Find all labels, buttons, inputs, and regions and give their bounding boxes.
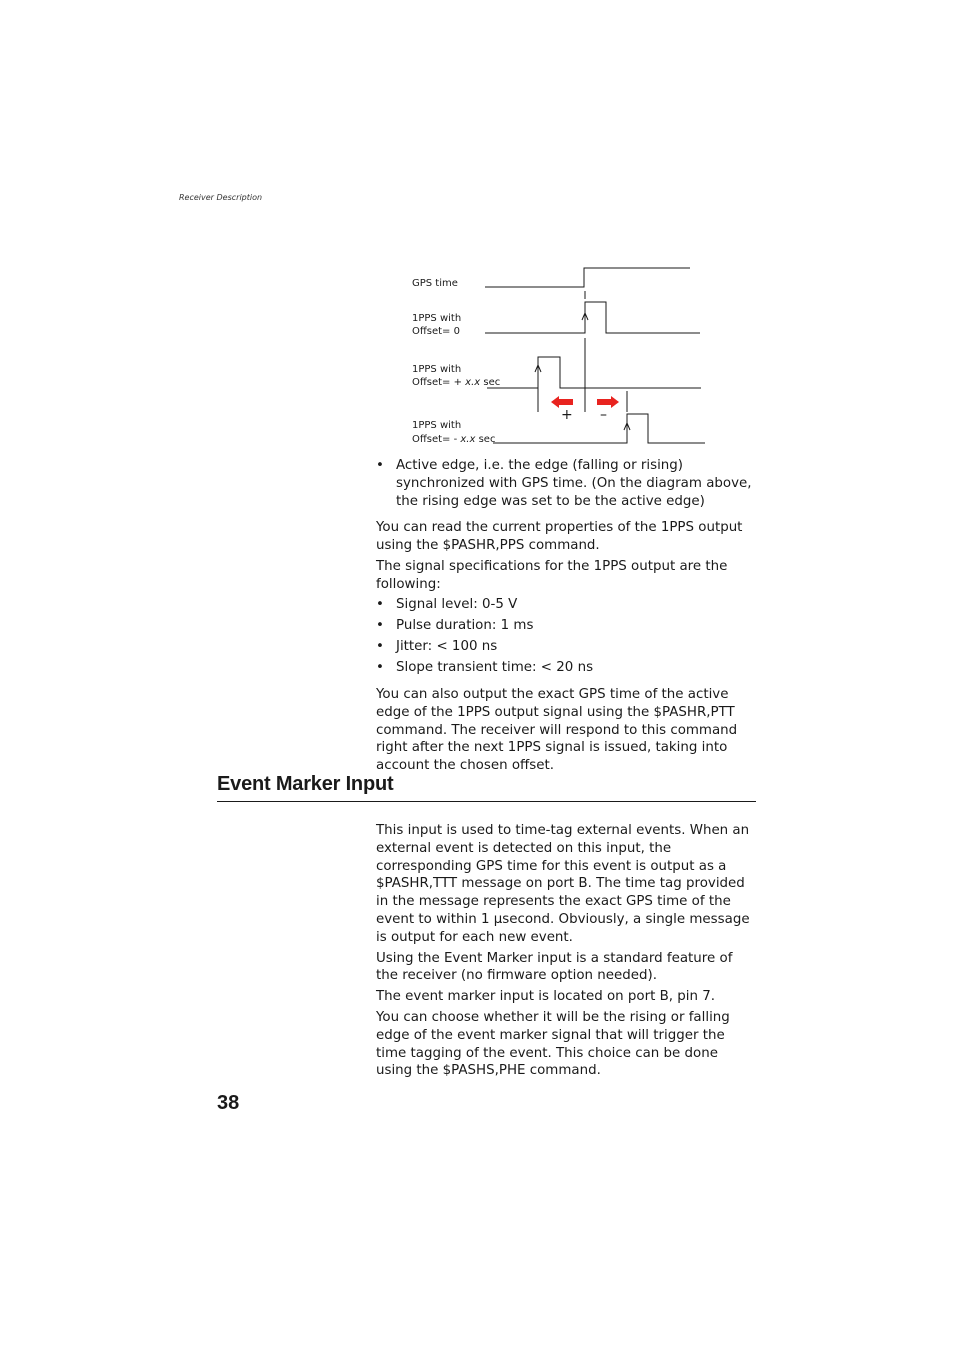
read-props-paragraph: You can read the current properties of the 1PPS output using the $PASHR,PPS command. bbox=[376, 520, 743, 553]
list-item bbox=[376, 596, 758, 614]
read-props-block bbox=[376, 519, 758, 555]
section-heading: Event Marker Input bbox=[217, 773, 756, 802]
gps-time-waveform bbox=[485, 268, 690, 287]
minus-sign: – bbox=[600, 407, 607, 423]
list-item bbox=[376, 617, 758, 635]
ppsminus-label-line2: Offset= - x.x sec bbox=[412, 434, 496, 445]
spec-slope-time: Slope transient time: < 20 ns bbox=[396, 659, 594, 675]
output-time-block bbox=[376, 686, 758, 775]
list-item bbox=[376, 638, 758, 656]
active-edge-text: Active edge, i.e. the edge (falling or rising) synchronized with GPS time. (On the diagram above, the rising edge was set to be the active edge) bbox=[396, 458, 752, 509]
plus-sign: + bbox=[561, 407, 573, 423]
spec-list bbox=[376, 596, 758, 677]
specs-intro-paragraph: The signal specifications for the 1PPS output are the following: bbox=[376, 559, 728, 592]
ppsplus-label-line1: 1PPS with bbox=[412, 364, 462, 375]
bullet-dot: • bbox=[376, 617, 384, 633]
specs-intro-block bbox=[376, 558, 758, 594]
ppsminus-label-line1: 1PPS with bbox=[412, 420, 462, 431]
event-marker-p3: The event marker input is located on port B, pin 7. bbox=[376, 989, 716, 1005]
pps0-label-line1: 1PPS with bbox=[412, 313, 462, 324]
event-marker-body bbox=[376, 822, 758, 1080]
ppsminus-waveform bbox=[493, 414, 705, 443]
event-marker-p4: You can choose whether it will be the rising or falling edge of the event marker signal that will trigger the time tagging of the event. This choice can be done using the $PASHS,PHE command. bbox=[376, 1009, 730, 1079]
list-item bbox=[376, 457, 758, 510]
event-marker-p1: This input is used to time-tag external events. When an external event is detected on this input, the corresponding GPS time for this event is output as a $PASHR,TTT message on port B. The time tag provided in the message represents the exact GPS time of the event to within 1 µsecond. Obviously, a single message is output for each new event. bbox=[376, 823, 750, 945]
timing-diagram bbox=[405, 262, 715, 450]
spec-jitter: Jitter: < 100 ns bbox=[396, 638, 498, 654]
ppsplus-waveform bbox=[487, 357, 701, 388]
spec-pulse-duration: Pulse duration: 1 ms bbox=[396, 617, 534, 633]
page-number: 38 bbox=[217, 1092, 240, 1114]
timing-diagram-svg bbox=[405, 262, 715, 450]
list-item bbox=[376, 659, 758, 677]
bullet-dot: • bbox=[376, 659, 384, 675]
active-edge-bullet-block bbox=[376, 457, 758, 510]
pps0-label-line2: Offset= 0 bbox=[412, 326, 460, 337]
spec-signal-level: Signal level: 0-5 V bbox=[396, 597, 518, 612]
output-time-paragraph: You can also output the exact GPS time of the active edge of the 1PPS output signal using the $PASHR,PTT command. The receiver will respond to this command right after the next 1PPS signal is issued, taking into account the chosen offset. bbox=[376, 687, 738, 774]
bullet-dot: • bbox=[376, 458, 384, 473]
bullet-dot: • bbox=[376, 597, 384, 612]
ppsplus-label-line2: Offset= + x.x sec bbox=[412, 377, 501, 388]
running-header: Receiver Description bbox=[179, 193, 263, 202]
pps0-waveform bbox=[485, 302, 700, 333]
event-marker-p2: Using the Event Marker input is a standard feature of the receiver (no firmware option needed). bbox=[376, 950, 733, 984]
gps-time-label: GPS time bbox=[412, 278, 458, 289]
bullet-dot: • bbox=[376, 638, 384, 654]
